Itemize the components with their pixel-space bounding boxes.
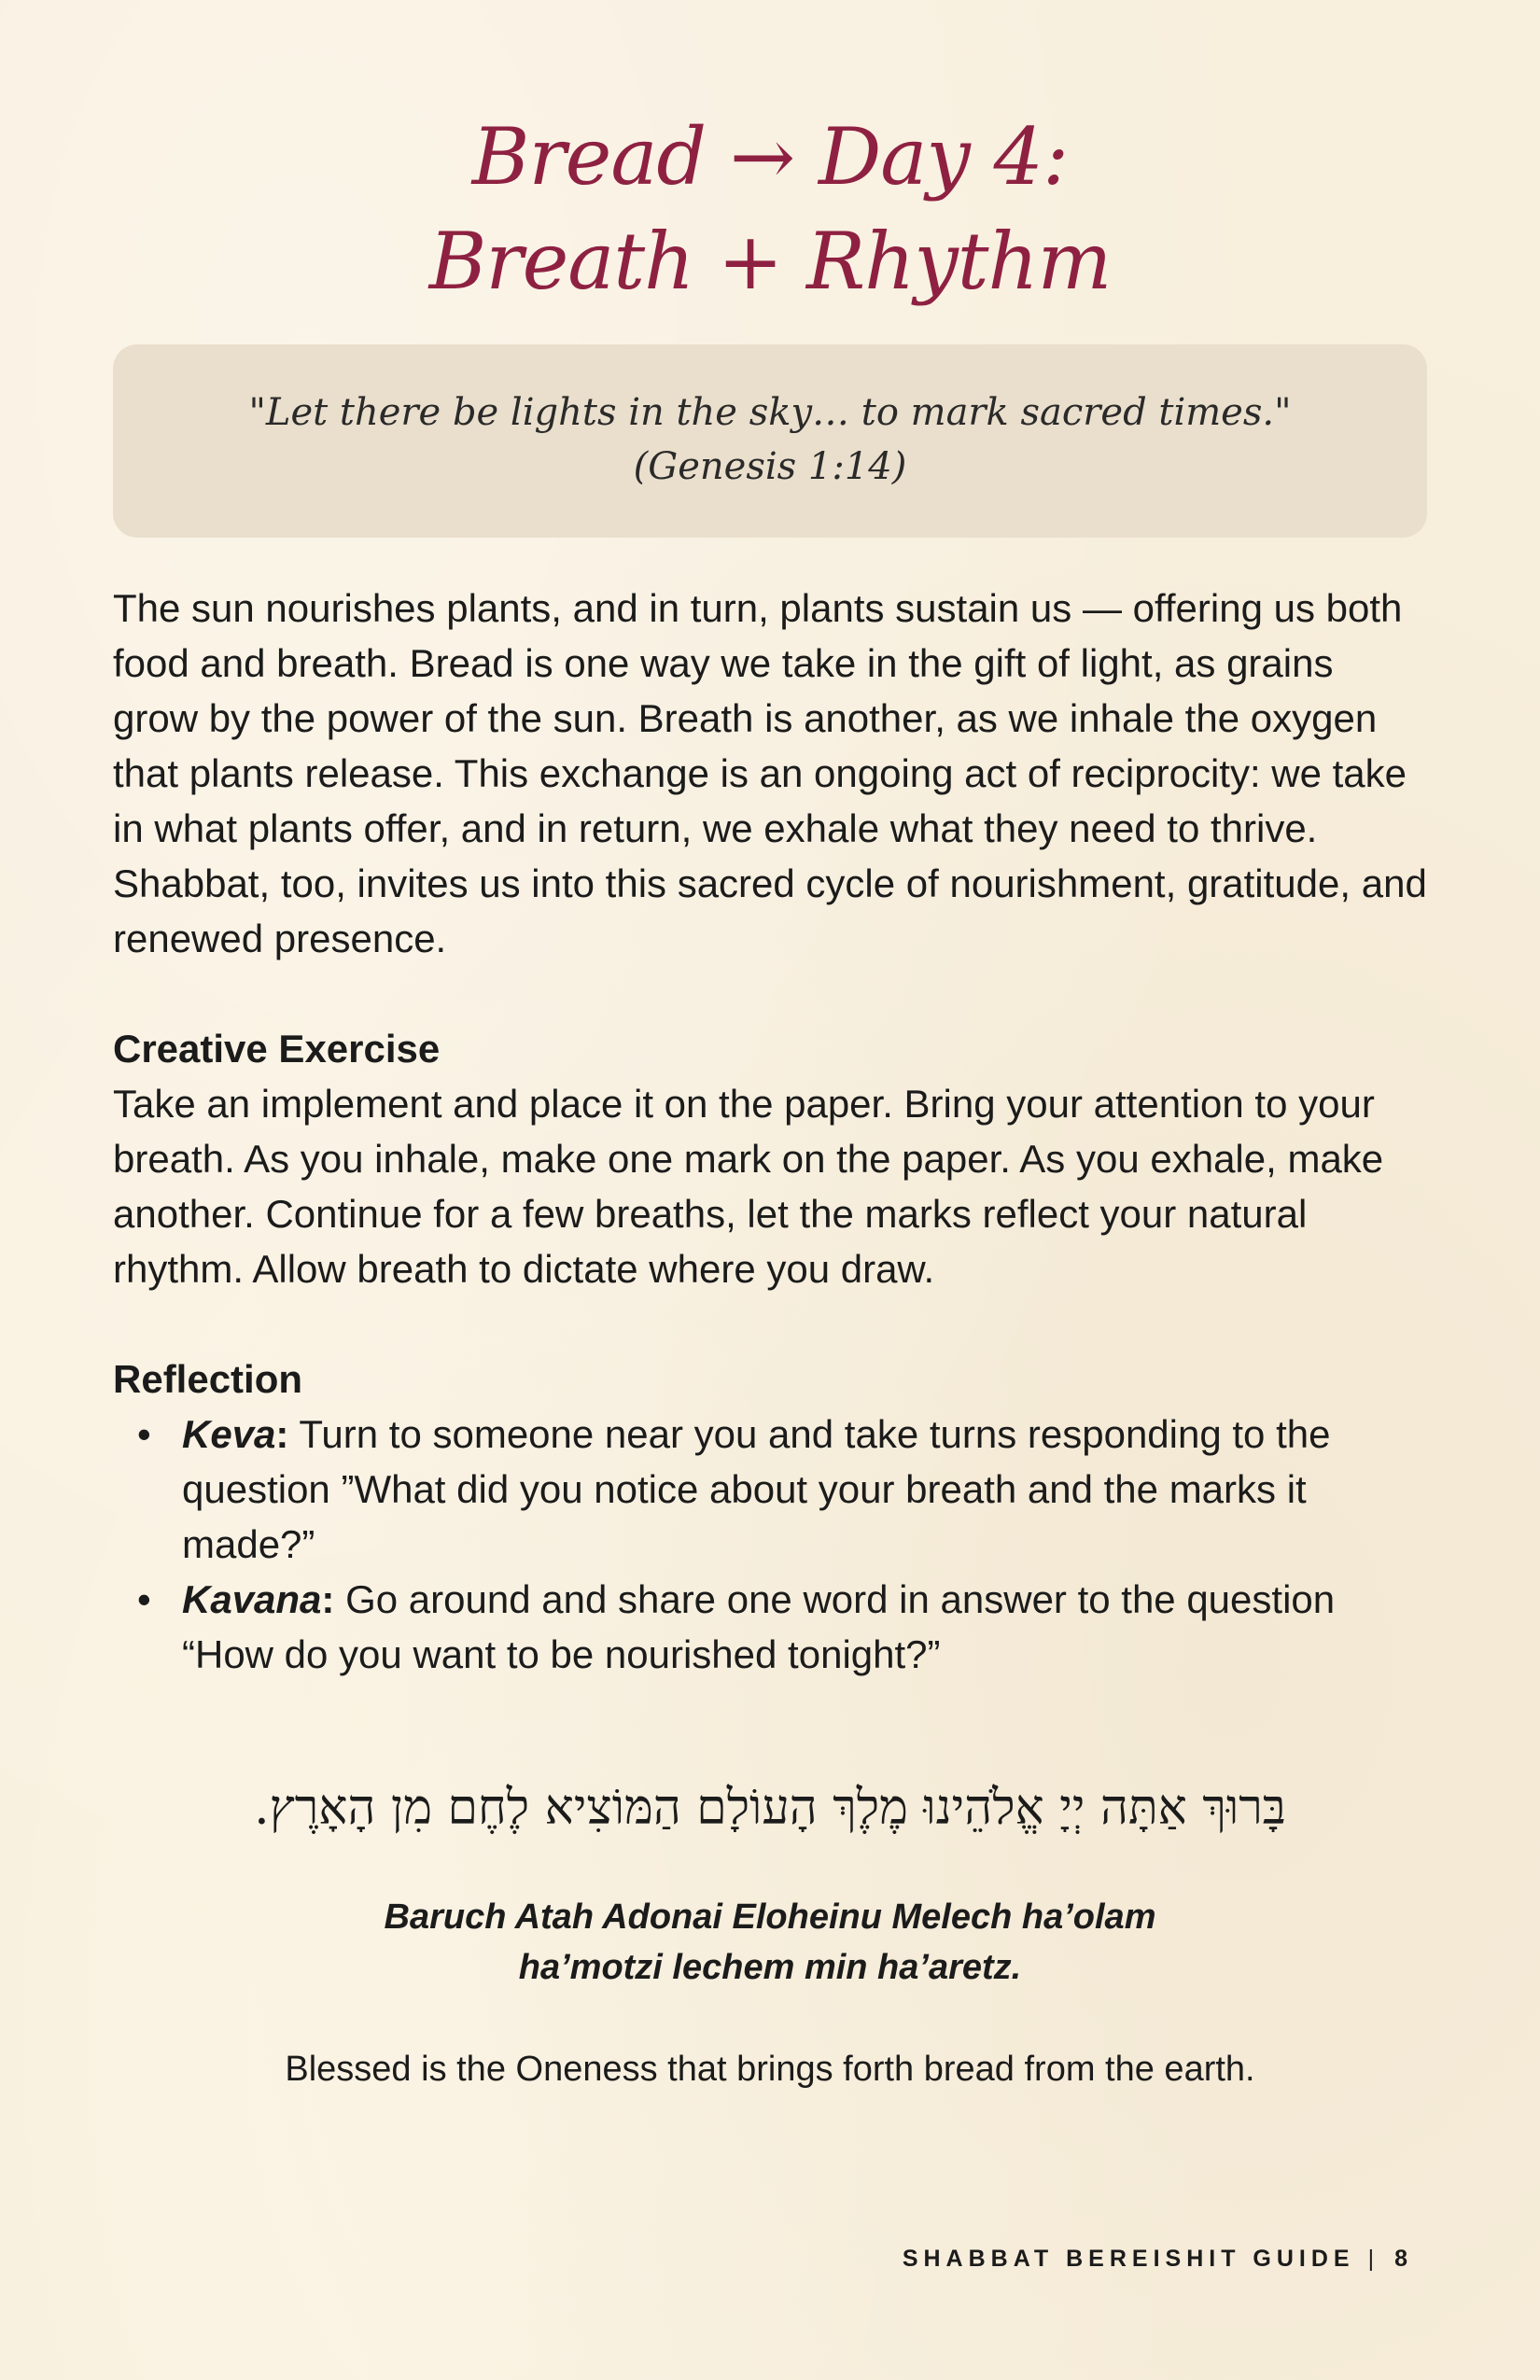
list-item [113,1572,1429,1682]
hebrew-blessing: בָּרוּךְ אַתָּה יְיָ אֱלֹהֵינוּ מֶלֶךְ הָעוֹלָם הַמּוֹצִיא לֶחֶם מִן הָאָרֶץ. [254,1780,1286,1836]
page-title-line-2: Breath + Rhythm [428,216,1112,307]
reflection-item-label: Kavana [182,1577,322,1621]
page-number: 8 [1394,2246,1413,2272]
reflection-item-colon: : [321,1577,335,1621]
transliteration-line-2: ha’motzi lechem min ha’aretz. [518,1948,1022,1987]
main-content [113,581,1429,1682]
blessing-transliteration [0,1892,1540,1993]
reflection-item-colon: : [275,1412,289,1456]
creative-exercise-body: Take an implement and place it on the paper. Bring your attention to your breath. As you inhale, make one mark on the paper. As you exhale, make another. Continue for a few breaths, let the marks reflect your natural rhythm. Allow breath to dictate where you draw. [113,1082,1384,1291]
bullet-marker: • [137,1412,151,1456]
reflection-heading: Reflection [113,1357,303,1401]
page-title-line-1: Bread → Day 4: [471,111,1069,203]
bullet-marker: • [137,1577,151,1621]
blessing-translation: Blessed is the Oneness that brings forth bread from the earth. [285,2050,1255,2089]
intro-paragraph: The sun nourishes plants, and in turn, plants sustain us — offering us both food and breath. Bread is one way we take in the gift of light, as grains grow by the power of the sun. Breath is another, as we inhale the oxygen that plants release. This exchange is an ongoing act of reciprocity: we take in what plants offer, and in return, we exhale what they need to thrive. Shabbat, too, invites us into this sacred cycle of nourishment, gratitude, and renewed presence. [113,586,1427,960]
scripture-quote-box [113,344,1427,538]
list-item [113,1407,1429,1572]
reflection-item-text: Turn to someone near you and take turns responding to the question ”What did you notice about your breath and the marks it made?” [182,1412,1331,1566]
page-footer [903,2243,1413,2275]
transliteration-line-1: Baruch Atah Adonai Eloheinu Melech ha’olam [384,1897,1156,1937]
reflection-item-label: Keva [182,1412,276,1456]
footer-separator: | [1367,2246,1375,2272]
page-title [0,105,1540,314]
quote-text: "Let there be lights in the sky… to mark sacred times." [248,391,1292,434]
creative-exercise-heading: Creative Exercise [113,1027,441,1071]
footer-guide-name: SHABBAT BEREISHIT GUIDE [902,2246,1355,2272]
reflection-item-text: Go around and share one word in answer to the question “How do you want to be nourished tonight?” [182,1577,1336,1676]
quote-citation: (Genesis 1:14) [633,445,907,488]
reflection-list [113,1407,1429,1682]
